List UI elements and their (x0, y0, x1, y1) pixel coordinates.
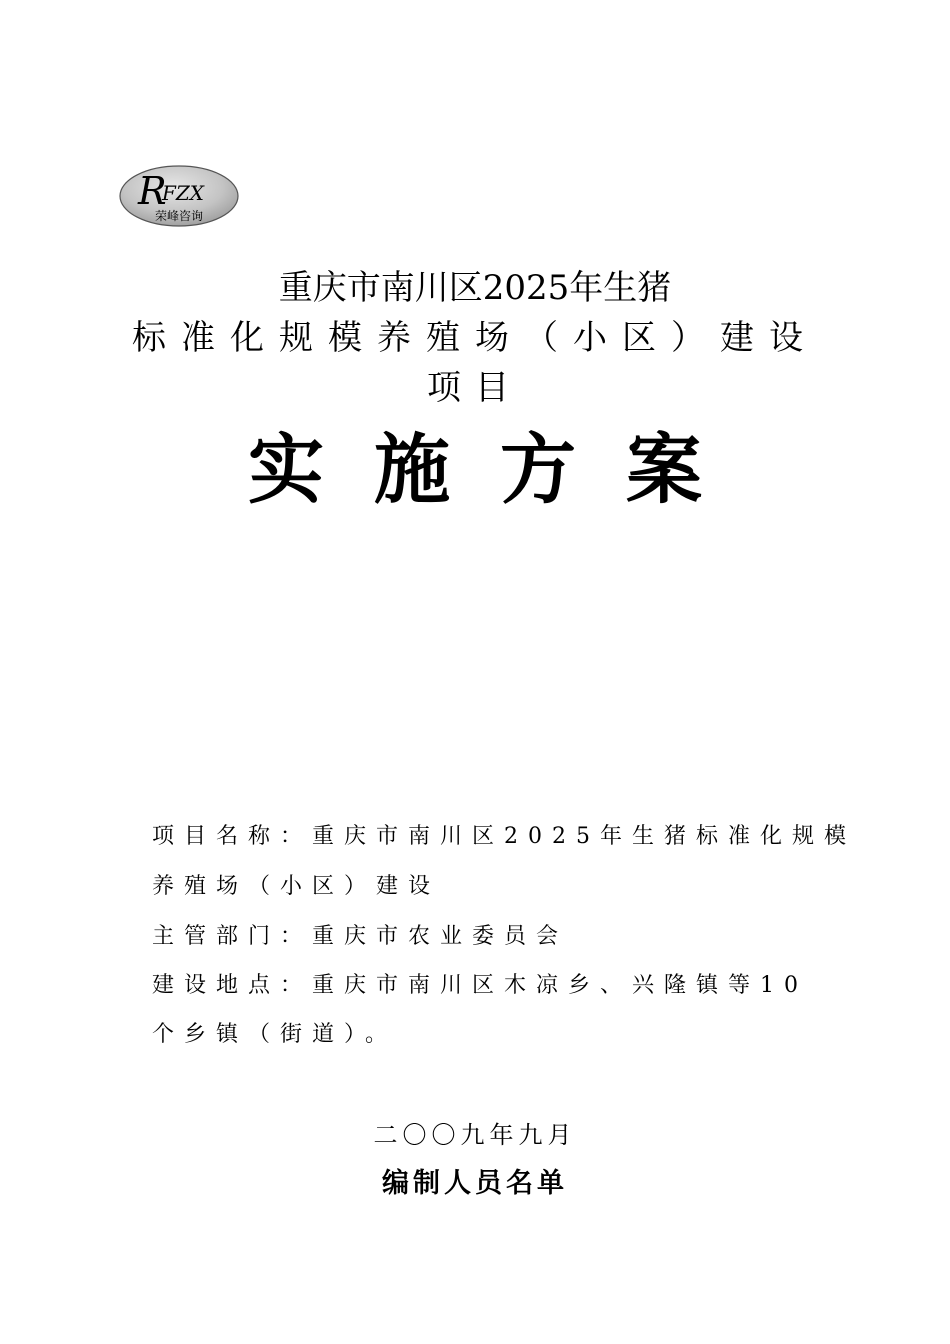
project-name-line-1: 项目名称：重庆市南川区2025年生猪标准化规模 (152, 824, 856, 849)
location-line-1: 建设地点：重庆市南川区木凉乡、兴隆镇等10 (152, 973, 808, 998)
logo-caption: 荣峰咨询 (154, 209, 204, 223)
location-line-2: 个乡镇（街道）。 (152, 1022, 398, 1047)
company-logo (118, 164, 240, 228)
department-line: 主管部门：重庆市农业委员会 (152, 924, 569, 949)
project-title-line-1: 重庆市南川区2025年生猪 (278, 268, 672, 308)
project-title-line-3: 项目 (427, 368, 523, 408)
staff-list-heading: 编制人员名单 (382, 1168, 568, 1199)
document-main-title: 实施方案 (248, 425, 752, 514)
project-name-line-2: 养殖场（小区）建设 (152, 874, 441, 899)
logo-letters: FZX (162, 181, 205, 205)
project-title-line-2: 标准化规模养殖场（小区）建设 (132, 318, 818, 358)
document-date: 二〇〇九年九月 (373, 1121, 577, 1149)
logo-mark: R (138, 169, 167, 213)
